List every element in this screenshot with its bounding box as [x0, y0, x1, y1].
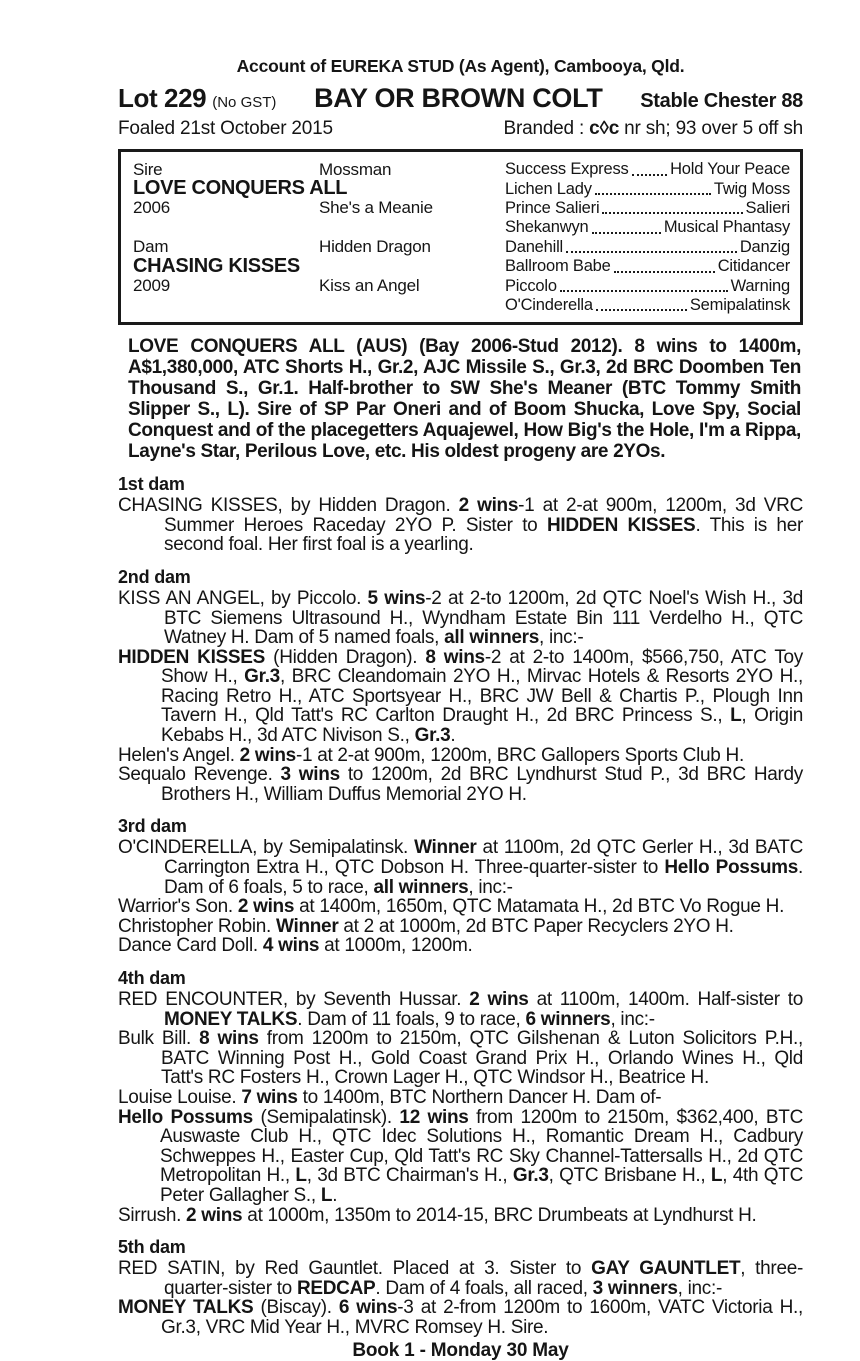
pedigree-paragraph: HIDDEN KISSES (Hidden Dragon). 8 wins-2 at 2-to 1400m, $566,750, ATC Toy Show H., Gr.3, BRC Cleandomain 2YO H., Mirvac Hotels & Resorts 2YO H., Racing Retro H., ATC Sportsyear H., BRC JW Bell & Chartis P., Plough Inn Tavern H., Qld Tatt's RC Carlton Draught H., 2d BRC Princess S., L, Origin Kebabs H., 3d ATC Nivison S., Gr.3. — [118, 646, 804, 747]
foaled-branded-line — [118, 118, 803, 140]
ancestor-left-name: Success Express — [505, 160, 629, 179]
dam-dam: Kiss an Angel — [319, 276, 420, 296]
ancestor-right-name: Hold Your Peace — [670, 160, 790, 179]
pedigree-paragraph: Helen's Angel. 2 wins-1 at 2-at 900m, 1200m, BRC Gallopers Sports Club H. — [118, 744, 744, 766]
pedigree-paragraph: RED ENCOUNTER, by Seventh Hussar. 2 wins at 1100m, 1400m. Half-sister to MONEY TALKS. Dam of 11 foals, 9 to race, 6 winners, inc:- — [118, 989, 804, 1030]
pedigree-paragraph: Warrior's Son. 2 wins at 1400m, 1650m, QTC Matamata H., 2d BTC Vo Rogue H. — [118, 896, 785, 918]
sire-sire: Mossman — [319, 159, 392, 179]
section-heading: 5th dam — [118, 1237, 186, 1258]
ancestor-left-name: O'Cinderella — [505, 295, 593, 314]
ancestor-row — [505, 296, 790, 315]
branded-suffix: nr sh; 93 over 5 off sh — [619, 118, 803, 139]
section-heading: 2nd dam — [118, 566, 191, 587]
ancestor-left-name: Shekanwyn — [505, 218, 589, 237]
brand-mark: c◊c — [589, 118, 620, 139]
pedigree-paragraph: O'CINDERELLA, by Semipalatinsk. Winner at 1100m, 2d QTC Gerler H., 3d BATC Carrington Extra H., QTC Dobson H. Three-quarter-sister to Hello Possums. Dam of 6 foals, 5 to race, all winners, inc:- — [118, 837, 803, 898]
leader-dots — [602, 212, 742, 214]
leader-dots — [632, 174, 668, 176]
dam-sire: Hidden Dragon — [319, 237, 431, 257]
pedigree-paragraph: MONEY TALKS (Biscay). 6 wins-3 at 2-from 1200m to 1600m, VATC Victoria H., Gr.3, VRC Mid Year H., MVRC Romsey H. Sire. — [118, 1297, 804, 1338]
sire-blurb: LOVE CONQUERS ALL (AUS) (Bay 2006-Stud 2012). 8 wins to 1400m, A$1,380,000, ATC Shorts H., Gr.2, AJC Missile S., Gr.3, 2d BRC Doomben Ten Thousand S., Gr.1. Half-brother to SW She's Meaner (BTC Tommy Smith Slipper S., L). Sire of SP Par Oneri and of Boom Shucka, Love Spy, Social Conquest and of the placegetters Aquajewel, How Big's the Hole, I'm a Rippa, Layne's Star, Perilous Love, etc. His oldest progeny are 2YOs. — [128, 336, 801, 463]
pedigree-paragraph: Louise Louise. 7 wins to 1400m, BTC Northern Dancer H. Dam of- — [118, 1086, 662, 1108]
dam-name: CHASING KISSES — [133, 254, 300, 277]
ancestor-right-name: Citidancer — [717, 257, 790, 276]
ancestor-right-name: Warning — [730, 276, 790, 295]
page-title: BAY OR BROWN COLT — [314, 83, 603, 113]
ancestor-right-name: Musical Phantasy — [663, 218, 790, 237]
leader-dots — [596, 309, 687, 311]
leader-dots — [614, 271, 715, 273]
leader-dots — [595, 193, 711, 195]
pedigree-box — [118, 149, 803, 325]
sire-dam: She's a Meanie — [319, 198, 433, 218]
section-heading: 4th dam — [118, 968, 186, 988]
ancestor-left-name: Lichen Lady — [505, 179, 592, 198]
dam-label: Dam — [133, 237, 169, 257]
sire-year: 2006 — [133, 198, 171, 218]
pedigree-paragraph: RED SATIN, by Red Gauntlet. Placed at 3. Sister to GAY GAUNTLET, three-quarter-sister to REDCAP. Dam of 4 foals, all raced, 3 winners, inc:- — [118, 1258, 804, 1299]
book-footer: Book 1 - Monday 30 May — [352, 1339, 569, 1361]
section-heading: 1st dam — [118, 474, 185, 495]
pedigree-paragraph: Sequalo Revenge. 3 wins to 1200m, 2d BRC Lyndhurst Stud P., 3d BRC Hardy Brothers H., William Duffus Memorial 2YO H. — [118, 764, 804, 805]
leader-dots — [560, 290, 728, 292]
ancestor-right-name: Semipalatinsk — [689, 295, 790, 314]
branded-prefix: Branded : — [503, 118, 590, 139]
pedigree-paragraph: Christopher Robin. Winner at 2 at 1000m, 2d BTC Paper Recyclers 2YO H. — [118, 915, 734, 937]
gst-note: (No GST) — [212, 94, 277, 111]
leader-dots — [566, 251, 737, 253]
lot-number-group — [118, 83, 276, 114]
pedigree-paragraph: Sirrush. 2 wins at 1000m, 1350m to 2014-15, BRC Drumbeats at Lyndhurst H. — [118, 1204, 757, 1226]
dam-sections — [118, 474, 803, 1337]
dam-year: 2009 — [133, 276, 171, 296]
pedigree-paragraph: Dance Card Doll. 4 wins at 1000m, 1200m. — [118, 935, 473, 957]
pedigree-paragraph: Hello Possums (Semipalatinsk). 12 wins from 1200m to 2150m, $362,400, BTC Auswaste Club H., QTC Idec Solutions H., Romantic Dream H., Cadbury Schweppes H., Easter Cup, Qld Tatt's RC Sky Channel-Tattersalls H., 2d QTC Metropolitan H., L, 3d BTC Chairman's H., Gr.3, QTC Brisbane H., L, 4th QTC Peter Gallagher S., L. — [118, 1106, 804, 1206]
ancestor-row — [505, 160, 790, 179]
pedigree-paragraph: CHASING KISSES, by Hidden Dragon. 2 wins-1 at 2-at 900m, 1200m, 3d VRC Summer Heroes Raceday 2YO P. Sister to HIDDEN KISSES. This is her second foal. Her first foal is a yearling. — [118, 495, 803, 556]
pedigree-paragraph: Bulk Bill. 8 wins from 1200m to 2150m, QTC Gilshenan & Luton Solicitors P.H., BATC Winning Post H., Gold Coast Grand Prix H., Orlando Wines H., Qld Tatt's RC Fosters H., Crown Lager H., QTC Windsor H., Beatrice H. — [118, 1028, 803, 1089]
stable-info: Stable Chester 88 — [640, 90, 803, 112]
ancestor-right-name: Salieri — [745, 198, 790, 217]
ancestor-left-name: Prince Salieri — [505, 198, 600, 217]
ancestor-right-name: Twig Moss — [713, 179, 790, 198]
lot-line — [118, 83, 803, 114]
pedigree-paragraph: KISS AN ANGEL, by Piccolo. 5 wins-2 at 2-to 1200m, 2d QTC Noel's Wish H., 3d BTC Siemens Ultrasound H., Wyndham Estate Bin 111 Verdelho H., QTC Watney H. Dam of 5 named foals, all winners, inc:- — [118, 587, 803, 649]
ancestor-row — [505, 238, 790, 257]
leader-dots — [592, 232, 661, 234]
lot-number: Lot 229 — [118, 83, 207, 113]
ancestor-row — [505, 277, 790, 296]
sire-label: Sire — [133, 159, 163, 179]
sire-name: LOVE CONQUERS ALL — [133, 177, 348, 200]
account-line: Account of EUREKA STUD (As Agent), Cambooya, Qld. — [236, 56, 685, 76]
pedigree-grid — [133, 160, 790, 315]
ancestor-row — [505, 257, 790, 276]
ancestor-right-name: Danzig — [739, 237, 790, 256]
foaled-date: Foaled 21st October 2015 — [118, 118, 333, 139]
ancestor-row — [505, 199, 790, 218]
ancestor-row — [505, 180, 790, 199]
ancestor-row — [505, 218, 790, 237]
ancestor-left-name: Danehill — [505, 237, 564, 256]
section-heading: 3rd dam — [118, 816, 187, 837]
ancestor-left-name: Ballroom Babe — [505, 257, 611, 276]
branded-info — [503, 118, 803, 140]
ancestor-left-name: Piccolo — [505, 276, 557, 295]
